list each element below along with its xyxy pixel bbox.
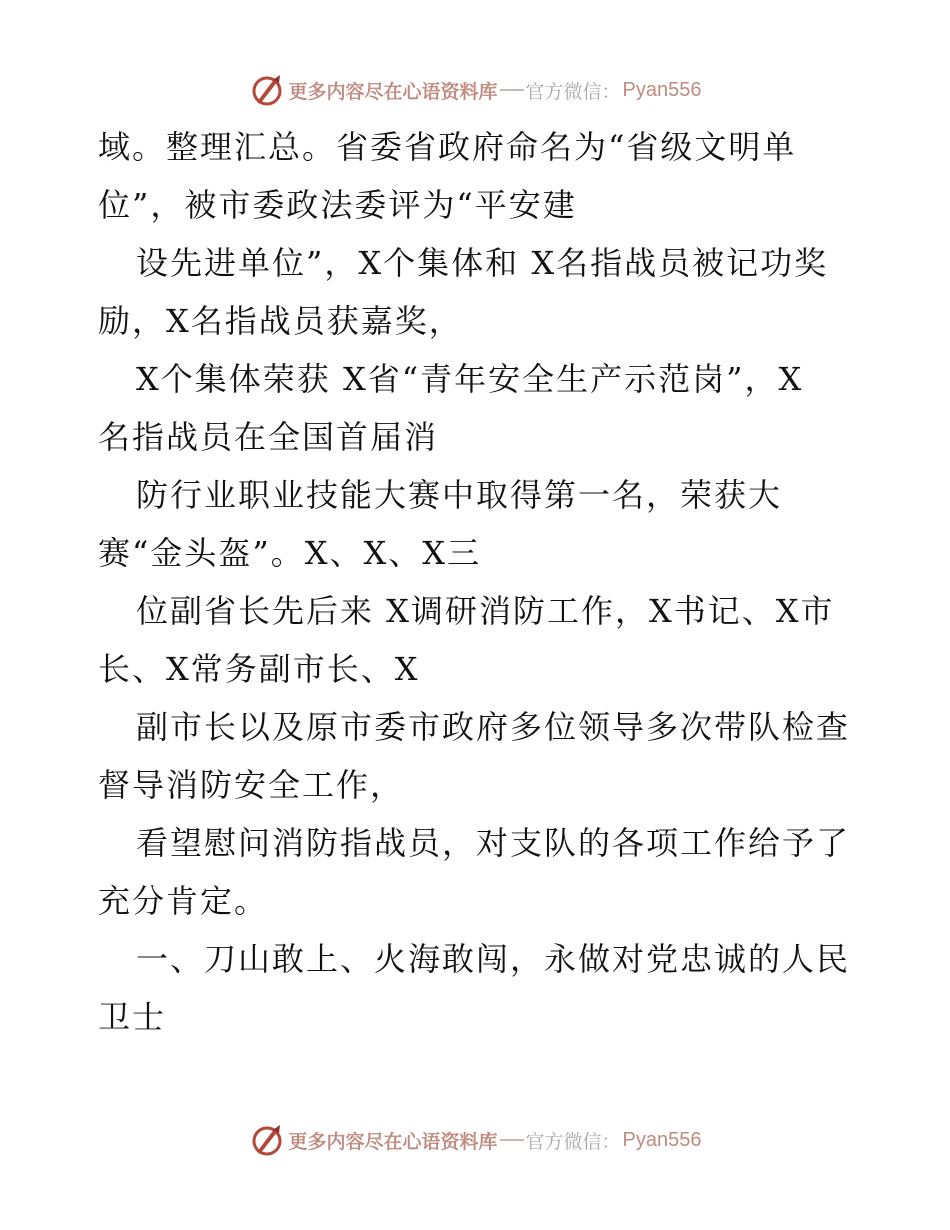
watermark-group — [249, 1122, 702, 1158]
watermark-group — [249, 72, 702, 108]
text-line: 域。整理汇总。省委省政府命名为“省级文明单 — [98, 128, 797, 166]
text-line: 副市长以及原市委市政府多位领导多次带队检查 — [136, 708, 851, 746]
quill-pen-seal-icon — [249, 1122, 285, 1158]
text-line: 长、X常务副市长、X — [98, 650, 420, 688]
text-line: 名指战员在全国首届消 — [98, 418, 439, 456]
watermark-text: 更多内容尽在心语资料库 — [288, 80, 498, 103]
text-line: 励，X名指战员获嘉奖， — [98, 302, 463, 340]
watermark-wechat-label: 官方微信： — [525, 80, 621, 103]
text-line: 充分肯定。 — [98, 882, 269, 920]
text-line: 督导消防安全工作， — [98, 766, 405, 804]
watermark-wechat-id: Pyan556 — [622, 1128, 702, 1151]
footer-watermark — [0, 1120, 950, 1160]
watermark-separator — [500, 89, 524, 91]
text-line: 防行业职业技能大赛中取得第一名，荣获大 — [136, 476, 783, 514]
watermark-separator — [500, 1139, 524, 1141]
text-line: 赛“金头盔”。X、X、X三 — [98, 534, 482, 572]
document-body — [98, 118, 868, 1046]
text-line: X个集体荣获 X省“青年安全生产示范岗”，X — [136, 360, 804, 398]
watermark-wechat-id: Pyan556 — [622, 78, 702, 101]
section-heading-continued: 卫士 — [98, 998, 167, 1036]
header-watermark — [0, 70, 950, 110]
section-heading: 一、刀山敢上、火海敢闯，永做对党忠诚的人民 — [136, 940, 851, 978]
watermark-text: 更多内容尽在心语资料库 — [288, 1130, 498, 1153]
text-line: 看望慰问消防指战员，对支队的各项工作给予了 — [136, 824, 851, 862]
quill-pen-seal-icon — [249, 72, 285, 108]
watermark-wechat-label: 官方微信： — [525, 1130, 621, 1153]
text-line: 设先进单位”，X个集体和 X名指战员被记功奖 — [136, 244, 829, 282]
text-line: 位副省长先后来 X调研消防工作，X书记、X市 — [136, 592, 835, 630]
text-line: 位”，被市委政法委评为“平安建 — [98, 186, 577, 224]
